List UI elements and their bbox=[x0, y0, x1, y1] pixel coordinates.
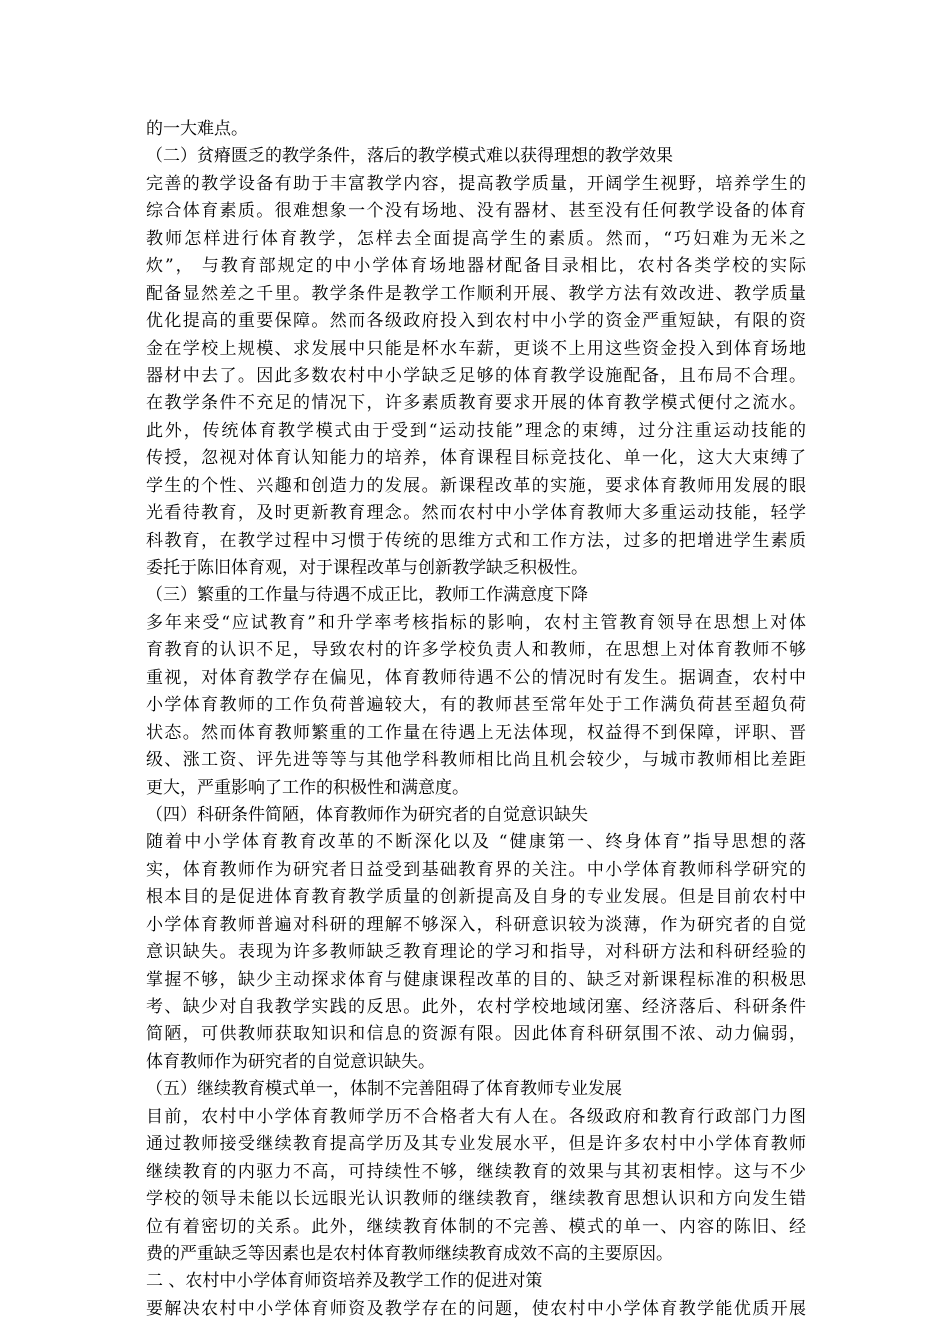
paragraph-line: 教师怎样进行体育教学，怎样去全面提高学生的素质。然而，“巧妇难为无米之 bbox=[146, 228, 806, 249]
paragraph-line: 掌握不够，缺少主动探求体育与健康课程改革的目的、缺乏对新课程标准的积极思 bbox=[146, 969, 806, 990]
paragraph-line: 科教育，在教学过程中习惯于传统的思维方式和工作方法，过多的把增进学生素质 bbox=[146, 530, 806, 551]
paragraph-line: 根本目的是促进体育教育教学质量的创新提高及自身的专业发展。但是目前农村中 bbox=[146, 887, 806, 908]
paragraph-line: 位有着密切的关系。此外，继续教育体制的不完善、模式的单一、内容的陈旧、经 bbox=[146, 1216, 806, 1237]
paragraph-line: 配备显然差之千里。教学条件是教学工作顺利开展、教学方法有效改进、教学质量 bbox=[146, 283, 806, 304]
paragraph-line: 光看待教育，及时更新教育理念。然而农村中小学体育教师大多重运动技能，轻学 bbox=[146, 503, 806, 524]
paragraph-line: 考、缺少对自我教学实践的反思。此外，农村学校地域闭塞、经济落后、科研条件 bbox=[146, 997, 806, 1017]
paragraph-line: 的一大难点。 bbox=[146, 119, 248, 139]
paragraph-line: 完善的教学设备有助于丰富教学内容，提高教学质量，开阔学生视野，培养学生的 bbox=[146, 173, 806, 194]
paragraph-line: 要解决农村中小学体育师资及教学存在的问题，使农村中小学体育教学能优质开展 bbox=[146, 1298, 806, 1319]
paragraph-line: 金在学校上规模、求发展中只能是杯水车薪，更谈不上用这些资金投入到体育场地 bbox=[146, 338, 806, 359]
body-text bbox=[146, 116, 806, 1323]
paragraph-line: 委托于陈旧体育观，对于课程改革与创新教学缺乏积极性。 bbox=[146, 558, 588, 578]
paragraph-line: 实，体育教师作为研究者日益受到基础教育界的关注。中小学体育教师科学研究的 bbox=[146, 859, 806, 880]
paragraph-line: 费的严重缺乏等因素也是农村体育教师继续教育成效不高的主要原因。 bbox=[146, 1243, 673, 1264]
paragraph-line: 多年来受“应试教育”和升学率考核指标的影响，农村主管教育领导在思想上对体 bbox=[146, 612, 806, 633]
paragraph-line: 目前，农村中小学体育教师学历不合格者大有人在。各级政府和教育行政部门力图 bbox=[146, 1106, 806, 1127]
paragraph-line: 状态。然而体育教师繁重的工作量在待遇上无法体现，权益得不到保障，评职、晋 bbox=[146, 722, 806, 743]
paragraph-line: 在教学条件不充足的情况下，许多素质教育要求开展的体育教学模式便付之流水。 bbox=[146, 393, 806, 414]
section-heading-2: （二）贫瘠匮乏的教学条件，落后的教学模式难以获得理想的教学效果 bbox=[146, 146, 673, 167]
paragraph-line: 级、涨工资、评先进等等与其他学科教师相比尚且机会较少，与城市教师相比差距 bbox=[146, 750, 806, 771]
paragraph-line: 随着中小学体育教育改革的不断深化以及 “健康第一、终身体育”指导思想的落 bbox=[146, 832, 806, 853]
paragraph-line: 综合体育素质。很难想象一个没有场地、没有器材、甚至没有任何教学设备的体育 bbox=[146, 201, 806, 222]
paragraph-line: 学生的个性、兴趣和创造力的发展。新课程改革的实施，要求体育教师用发展的眼 bbox=[146, 475, 806, 496]
paragraph-line: 重视，对体育教学存在偏见，体育教师待遇不公的情况时有发生。据调查，农村中 bbox=[146, 667, 806, 688]
paragraph-line: 体育教师作为研究者的自觉意识缺失。 bbox=[146, 1051, 435, 1072]
paragraph-line: 传授，忽视对体育认知能力的培养，体育课程目标竞技化、单一化，这大大束缚了 bbox=[146, 448, 806, 469]
paragraph-line: 器材中去了。因此多数农村中小学缺乏足够的体育教学设施配备，且布局不合理。 bbox=[146, 365, 806, 386]
section-heading-3: （三）繁重的工作量与待遇不成正比，教师工作满意度下降 bbox=[146, 585, 588, 606]
paragraph-line: 优化提高的重要保障。然而各级政府投入到农村中小学的资金严重短缺，有限的资 bbox=[146, 311, 806, 332]
paragraph-line: 小学体育教师普遍对科研的理解不够深入，科研意识较为淡薄，作为研究者的自觉 bbox=[146, 914, 806, 935]
chapter-heading-2: 二 、农村中小学体育师资培养及教学工作的促进对策 bbox=[146, 1271, 543, 1292]
paragraph-line: 小学体育教师的工作负荷普遍较大，有的教师甚至常年处于工作满负荷甚至超负荷 bbox=[146, 695, 806, 716]
section-heading-4: （四）科研条件简陋，体育教师作为研究者的自觉意识缺失 bbox=[146, 804, 588, 825]
paragraph-line: 通过教师接受继续教育提高学历及其专业发展水平，但是许多农村中小学体育教师 bbox=[146, 1134, 806, 1155]
paragraph-line: 简陋，可供教师获取知识和信息的资源有限。因此体育科研氛围不浓、动力偏弱， bbox=[146, 1024, 806, 1045]
paragraph-line: 炊”， 与教育部规定的中小学体育场地器材配备目录相比，农村各类学校的实际 bbox=[146, 256, 806, 277]
paragraph-line: 更大，严重影响了工作的积极性和满意度。 bbox=[146, 777, 469, 798]
paragraph-line: 继续教育的内驱力不高，可持续性不够，继续教育的效果与其初衷相悖。这与不少 bbox=[146, 1161, 806, 1182]
paragraph-line: 此外，传统体育教学模式由于受到“运动技能”理念的束缚，过分注重运动技能的 bbox=[146, 420, 806, 441]
paragraph-line: 育教育的认识不足，导致农村的许多学校负责人和教师，在思想上对体育教师不够 bbox=[146, 640, 806, 661]
paragraph-line: 意识缺失。表现为许多教师缺乏教育理论的学习和指导，对科研方法和科研经验的 bbox=[146, 942, 806, 963]
section-heading-5: （五）继续教育模式单一，体制不完善阻碍了体育教师专业发展 bbox=[146, 1079, 622, 1100]
paragraph-line: 学校的领导未能以长远眼光认识教师的继续教育，继续教育思想认识和方向发生错 bbox=[146, 1189, 806, 1210]
